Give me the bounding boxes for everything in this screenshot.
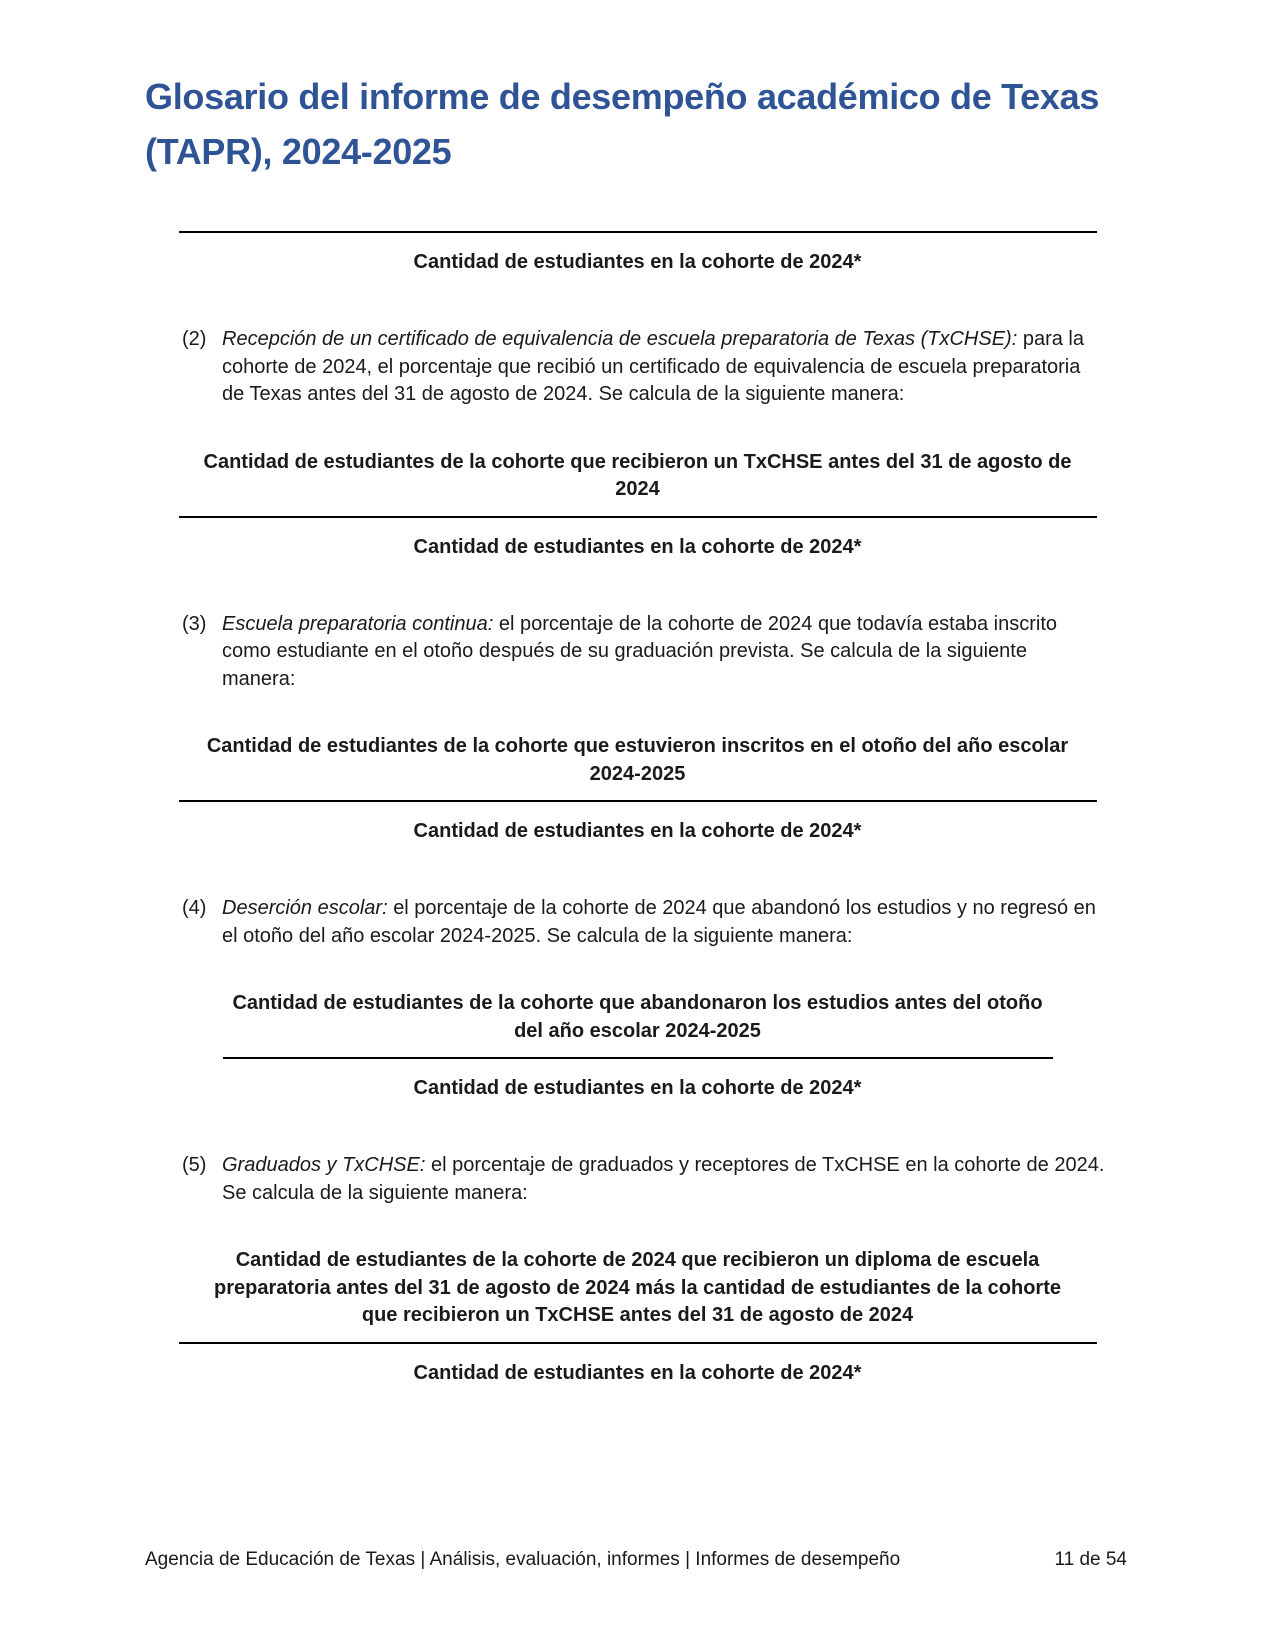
fraction-numerator	[179, 449, 1097, 518]
definition-body: el porcentaje de la cohorte de 2024 que todavía estaba inscrito como estudiante en el otoño después de su graduación prevista. Se calcula de la siguiente manera:	[222, 612, 1058, 690]
footer-agency-text: Agencia de Educación de Texas | Análisis, evaluación, informes | Informes de desempeño	[145, 1549, 901, 1570]
definition-body: el porcentaje de la cohorte de 2024 que abandonó los estudios y no regresó en el otoño del año escolar 2024-2025. Se calcula de la siguiente manera:	[222, 897, 1096, 947]
fraction-numerator-text: Cantidad de estudiantes de la cohorte que estuvieron inscritos en el otoño del año escolar 2024-2025	[206, 735, 1069, 785]
page-title: Glosario del informe de desempeño académico de Texas (TAPR), 2024-2025	[145, 76, 1100, 172]
item-number: (3)	[182, 612, 207, 635]
definition-body: el porcentaje de graduados y receptores de TxCHSE en la cohorte de 2024. Se calcula de la siguiente manera:	[222, 1154, 1105, 1204]
item-number: (2)	[182, 328, 207, 351]
item-number: (4)	[182, 897, 207, 920]
fraction-denominator: Cantidad de estudiantes en la cohorte de 2024*	[413, 1077, 862, 1100]
fraction-numerator	[223, 990, 1053, 1059]
page-footer	[145, 1548, 1127, 1573]
formula-fraction	[179, 733, 1097, 845]
definition-row	[182, 1152, 1105, 1207]
definition-text	[222, 326, 1105, 409]
carryover-fraction	[179, 231, 1097, 276]
fraction-numerator-text: Cantidad de estudiantes de la cohorte que abandonaron los estudios antes del otoño del año escolar 2024-2025	[232, 992, 1043, 1042]
fraction-numerator	[179, 733, 1097, 802]
glossary-entry-4	[0, 895, 1275, 1102]
fraction-denominator: Cantidad de estudiantes en la cohorte de 2024*	[413, 820, 862, 843]
footer-page-number: 11 de 54	[1054, 1549, 1127, 1570]
formula-fraction	[179, 1247, 1097, 1387]
fraction-numerator-text: Cantidad de estudiantes de la cohorte de 2024 que recibieron un diploma de escuela preparatoria antes del 31 de agosto de 2024 más la cantidad de estudiantes de la cohorte que recibieron un TxCHSE antes del 31 de agosto de 2024	[214, 1249, 1061, 1327]
definition-row	[182, 326, 1105, 409]
term-label: Deserción escolar:	[222, 897, 388, 920]
definition-body: para la cohorte de 2024, el porcentaje que recibió un certificado de equivalencia de escuela preparatoria de Texas antes del 31 de agosto de 2024. Se calcula de la siguiente manera:	[222, 328, 1084, 406]
term-label: Escuela preparatoria continua:	[222, 612, 494, 635]
formula-fraction	[179, 449, 1097, 561]
fraction-numerator	[179, 1247, 1097, 1344]
item-number: (5)	[182, 1154, 207, 1177]
fraction-denominator: Cantidad de estudiantes en la cohorte de 2024*	[413, 1361, 862, 1384]
definition-text	[222, 895, 1105, 950]
definition-text	[222, 1152, 1105, 1207]
fraction-denominator: Cantidad de estudiantes en la cohorte de 2024*	[413, 251, 862, 274]
glossary-entry-5	[0, 1152, 1275, 1387]
fraction-denominator: Cantidad de estudiantes en la cohorte de 2024*	[413, 535, 862, 558]
definition-text	[222, 611, 1105, 694]
formula-fraction	[223, 990, 1053, 1102]
definition-row	[182, 611, 1105, 694]
term-label: Graduados y TxCHSE:	[222, 1154, 426, 1177]
definition-row	[182, 895, 1105, 950]
term-label: Recepción de un certificado de equivalencia de escuela preparatoria de Texas (TxCHSE):	[222, 328, 1018, 351]
fraction-numerator-text: Cantidad de estudiantes de la cohorte que recibieron un TxCHSE antes del 31 de agosto de 2024	[203, 450, 1072, 501]
glossary-entry-3	[0, 611, 1275, 846]
glossary-entry-2	[0, 326, 1275, 561]
